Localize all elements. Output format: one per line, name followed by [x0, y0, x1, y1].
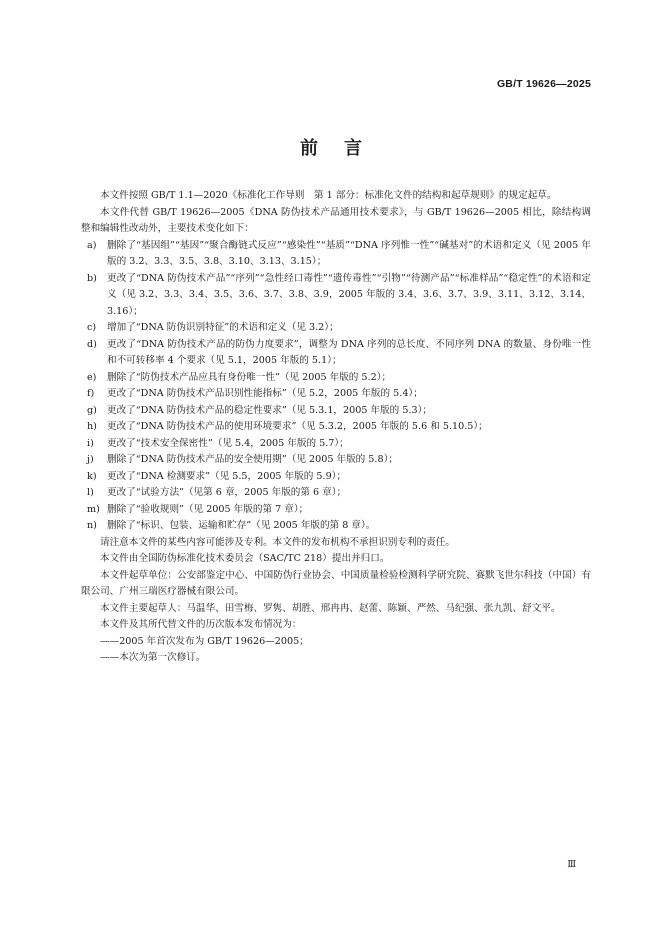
- list-item: [81, 436, 591, 453]
- list-item: [81, 386, 591, 403]
- list-marker: b): [87, 272, 97, 284]
- drafting-units: 本文件起草单位：公安部鉴定中心、中国防伪行业协会、中国质量检验检测科学研究院、赛默飞世尔科技（中国）有限公司、广州三瑞医疗器械有限公司。: [81, 569, 591, 597]
- list-marker: h): [87, 421, 97, 432]
- list-text: 更改了“DNA 检测要求”（见 5.5，2005 年版的 5.9）；: [107, 470, 347, 482]
- list-text: 删除了“标识、包装、运输和贮存”（见 2005 年版的第 8 章）。: [107, 520, 376, 531]
- intro-paragraph-2: 本文件代替 GB/T 19626—2005《DNA 防伪技术产品通用技术要求》，与 GB/T 19626—2005 相比，除结构调整和编辑性改动外，主要技术变化如下：: [81, 206, 591, 234]
- list-text: 更改了“DNA 防伪技术产品的防伪力度要求”，调整为 DNA 序列的总长度、不同序列 DNA 的数量、身份唯一性和不可转移率 4 个要求（见 5.1，2005 年版的 5.1）；: [107, 338, 591, 366]
- list-item: [81, 337, 591, 370]
- page-number: Ⅲ: [567, 860, 576, 870]
- list-marker: k): [87, 470, 97, 482]
- list-item: [81, 419, 591, 436]
- list-item: [81, 403, 591, 420]
- drafters: 本文件主要起草人：马温华、田雪梅、罗隽、胡胜、邢冉冉、赵蕾、陈颖、严然、马纪强、张九凯、舒文平。: [100, 602, 561, 614]
- history-intro: 本文件及其所代替文件的历次版本发布情况为：: [100, 619, 302, 630]
- patent-notice: 请注意本文件的某些内容可能涉及专利。本文件的发布机构不承担识别专利的责任。: [100, 536, 455, 548]
- list-text: 更改了“试验方法”（见第 6 章，2005 年版的第 6 章）；: [107, 487, 347, 498]
- list-item: [81, 518, 591, 535]
- list-marker: f): [87, 388, 95, 399]
- list-marker: g): [87, 404, 97, 416]
- list-text: 删除了“DNA 防伪技术产品的安全使用期”（见 2005 年版的 5.8）；: [107, 454, 398, 465]
- list-item: [81, 238, 591, 271]
- list-text: 增加了“DNA 防伪识别特征”的术语和定义（见 3.2）；: [107, 322, 339, 333]
- list-marker: e): [87, 371, 97, 383]
- list-text: 更改了“DNA 防伪技术产品的稳定性要求”（见 5.3.1，2005 年版的 5.3）；: [107, 404, 432, 416]
- page-title: 前言: [300, 138, 388, 159]
- list-item: [81, 320, 591, 337]
- list-marker: a): [87, 239, 97, 251]
- list-marker: j): [87, 454, 94, 465]
- list-item: [81, 452, 591, 469]
- list-text: 更改了“DNA 防伪技术产品识别性能指标”（见 5.2，2005 年版的 5.4）；: [107, 388, 423, 399]
- list-item: [81, 502, 591, 519]
- list-text: 更改了“DNA 防伪技术产品的使用环境要求”（见 5.3.2，2005 年版的 5.6 和 5.10.5）；: [107, 421, 488, 432]
- list-text: 更改了“DNA 防伪技术产品”“序列”“急性经口毒性”“遗传毒性”“引物”“待测产品”“标准样品”“稳定性”的术语和定义（见 3.2、3.3、3.4、3.5、3.6、3.7、3.8、3.9，2005 年版的 3.4、3.6、3.7、3.9、3.11、3.12、3.14、3.16）；: [107, 272, 591, 317]
- list-text: 更改了“技术安全保密性”（见 5.4，2005 年版的 5.7）；: [107, 437, 349, 449]
- intro-paragraph-1: 本文件按照 GB/T 1.1—2020《标准化工作导则 第 1 部分：标准化文件的结构和起草规则》的规定起草。: [100, 190, 557, 201]
- document-body: [81, 188, 591, 667]
- list-marker: c): [87, 322, 97, 333]
- history-entry-1: ——2005 年首次发布为 GB/T 19626—2005；: [100, 635, 309, 647]
- standard-code: GB/T 19626—2025: [496, 78, 591, 90]
- list-item: [81, 485, 591, 502]
- list-text: 删除了“防伪技术产品应具有身份唯一性”（见 2005 年版的 5.2）；: [107, 371, 392, 383]
- list-item: [81, 370, 591, 387]
- list-marker: m): [87, 503, 100, 515]
- proposer-statement: 本文件由全国防伪标准化技术委员会（SAC/TC 218）提出并归口。: [100, 553, 390, 564]
- list-item: [81, 271, 591, 321]
- list-marker: d): [87, 338, 97, 350]
- change-list: [81, 238, 591, 535]
- list-marker: i): [87, 437, 94, 449]
- list-marker: n): [87, 520, 97, 531]
- list-item: [81, 469, 591, 486]
- list-marker: l): [87, 487, 94, 498]
- history-entry-2: ——本次为第一次修订。: [100, 652, 206, 663]
- list-text: 删除了“验收规则”（见 2005 年版的第 7 章）；: [107, 503, 309, 515]
- list-text: 删除了“基因组”“基因”“聚合酶链式反应”“感染性”“基质”“DNA 序列惟一性”“碱基对”的术语和定义（见 2005 年版的 3.2、3.3、3.5、3.8、3.10、3.13、3.15）；: [107, 239, 591, 267]
